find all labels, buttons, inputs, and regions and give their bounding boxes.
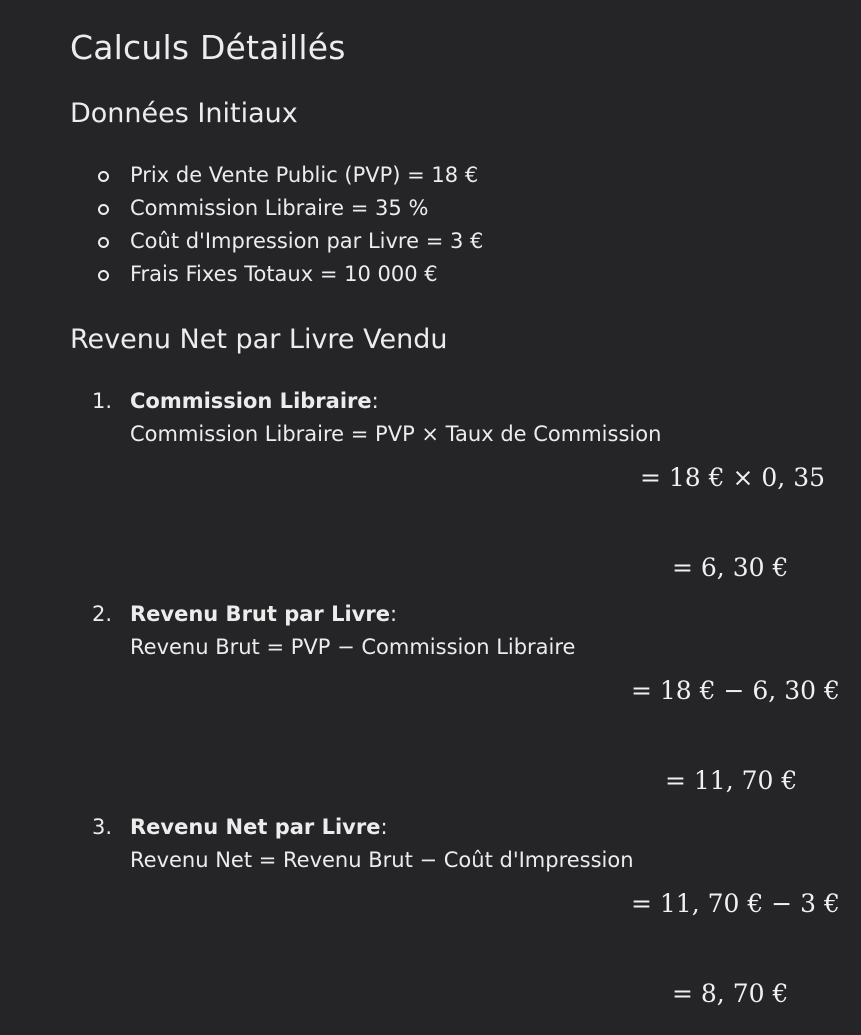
step-formula: Revenu Net = Revenu Brut − Coût d'Impression [130, 848, 634, 872]
math-line: = 18 € − 6, 30 € [631, 676, 840, 705]
math-line: = 18 € × 0, 35 [640, 463, 826, 492]
math-line: = 11, 70 € − 3 € [631, 889, 840, 918]
math-result: = 6, 30 € [672, 553, 789, 582]
math-result: = 8, 70 € [672, 979, 789, 1008]
list-item: Prix de Vente Public (PVP) = 18 € [70, 159, 770, 192]
math-result: = 11, 70 € [665, 766, 798, 795]
step-title: Revenu Brut par Livre: [130, 602, 398, 626]
section-heading-initial-data: Données Initiaux [70, 98, 298, 129]
bullet-circle-icon [98, 204, 109, 215]
step-title: Commission Libraire: [130, 389, 379, 413]
step-formula: Commission Libraire = PVP × Taux de Commission [130, 422, 662, 446]
bullet-circle-icon [98, 171, 109, 182]
list-item: Commission Libraire = 35 % [70, 192, 770, 225]
step-formula: Revenu Brut = PVP − Commission Libraire [130, 635, 576, 659]
list-item: Coût d'Impression par Livre = 3 € [70, 225, 770, 258]
step-number: 3. [92, 815, 113, 839]
page-title: Calculs Détaillés [70, 28, 346, 67]
step-title: Revenu Net par Livre: [130, 815, 388, 839]
list-item: Frais Fixes Totaux = 10 000 € [70, 258, 770, 291]
step-number: 2. [92, 602, 113, 626]
step-number: 1. [92, 389, 113, 413]
bullet-circle-icon [98, 270, 109, 281]
bullet-circle-icon [98, 237, 109, 248]
initial-data-list [70, 159, 770, 291]
section-heading-net-revenue: Revenu Net par Livre Vendu [70, 324, 448, 355]
